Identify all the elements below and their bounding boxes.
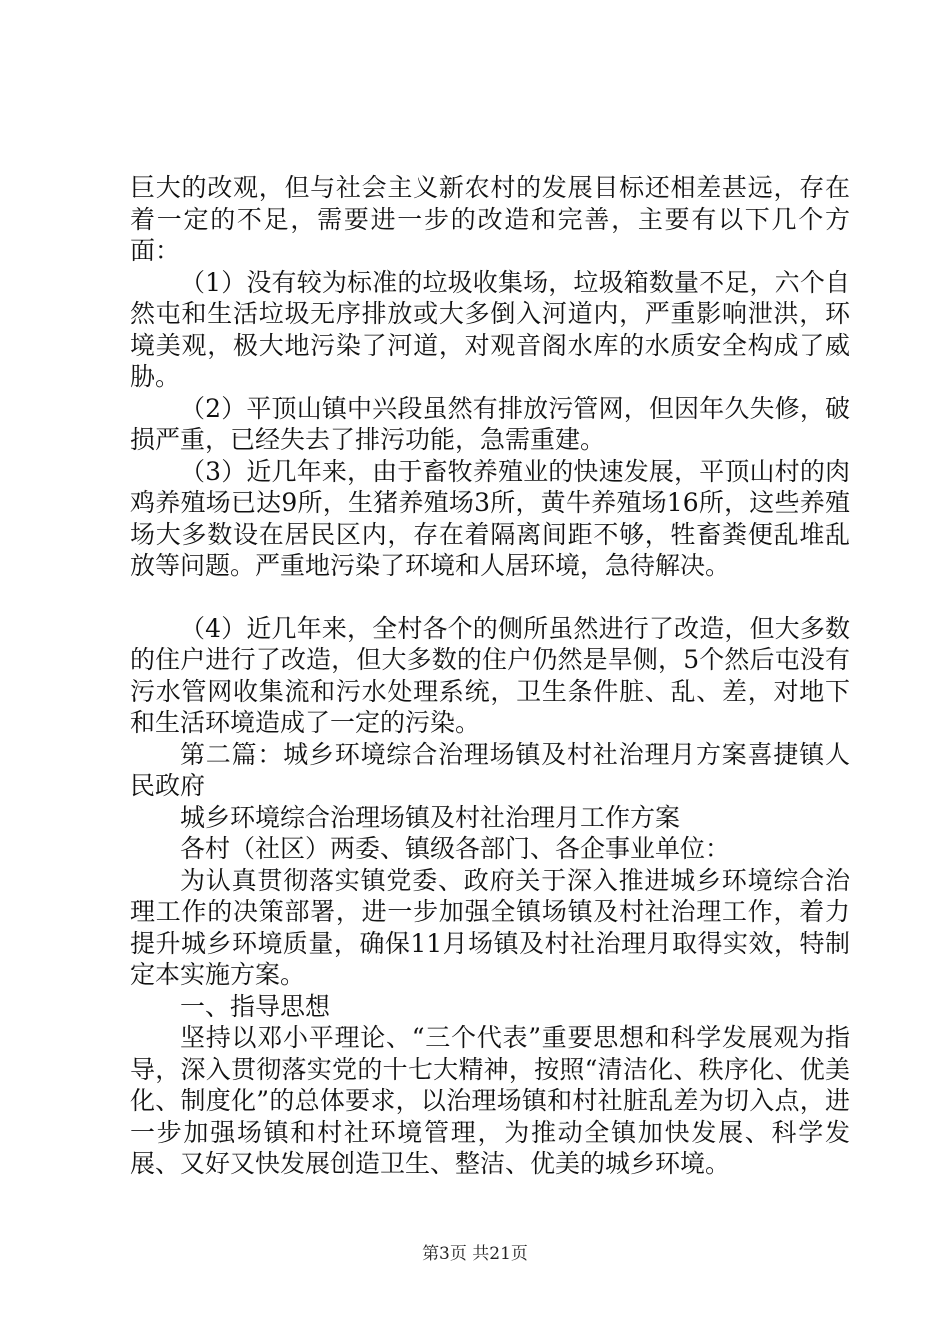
document-title: 城乡环境综合治理场镇及村社治理月工作方案 — [180, 802, 681, 832]
paragraph-item-2: （2）平顶山镇中兴段虽然有排放污管网，但因年久失修，破损严重，已经失去了排污功能，急需重建。 — [130, 393, 850, 454]
section-heading-guiding-ideology: 一、指导思想 — [180, 991, 331, 1021]
paragraph-item-4: （4）近几年来，全村各个的侧所虽然进行了改造，但大多数的住户进行了改造，但大多数的住户仍然是旱侧，5个然后屯没有污水管网收集流和污水处理系统，卫生条件脏、乱、差，对地下和生活环境造成了一定的污染。 — [130, 613, 850, 737]
paragraph-intro-continuation: 巨大的改观，但与社会主义新农村的发展目标还相差甚远，存在着一定的不足，需要进一步的改造和完善，主要有以下几个方面： — [130, 173, 850, 265]
document-body — [130, 172, 850, 1180]
section-heading-second-article: 第二篇：城乡环境综合治理场镇及村社治理月方案喜捷镇人民政府 — [130, 739, 850, 800]
paragraph-purpose: 为认真贯彻落实镇党委、政府关于深入推进城乡环境综合治理工作的决策部署，进一步加强全镇场镇及村社治理工作，着力提升城乡环境质量，确保11月场镇及村社治理月取得实效，特制定本实施方案。 — [130, 865, 850, 989]
paragraph-item-1: （1）没有较为标准的垃圾收集场，垃圾箱数量不足，六个自然屯和生活垃圾无序排放或大多倒入河道内，严重影响泄洪，环境美观，极大地污染了河道，对观音阁水库的水质安全构成了威胁。 — [130, 267, 850, 391]
paragraph-item-3: （3）近几年来，由于畜牧养殖业的快速发展，平顶山村的肉鸡养殖场已达9所，生猪养殖场3所，黄牛养殖场16所，这些养殖场大多数设在居民区内，存在着隔离间距不够，牲畜粪便乱堆乱放等问题。严重地污染了环境和人居环境，急待解决。 — [130, 456, 850, 580]
salutation: 各村（社区）两委、镇级各部门、各企事业单位： — [180, 834, 731, 863]
page-number-footer: 第3页 共21页 — [422, 1244, 528, 1264]
paragraph-guiding-ideology: 坚持以邓小平理论、“三个代表”重要思想和科学发展观为指导，深入贯彻落实党的十七大精神，按照“清洁化、秩序化、优美化、制度化”的总体要求，以治理场镇和村社脏乱差为切入点，进一步加强场镇和村社环境管理，为推动全镇加快发展、科学发展、又好又快发展创造卫生、整洁、优美的城乡环境。 — [130, 1023, 850, 1178]
